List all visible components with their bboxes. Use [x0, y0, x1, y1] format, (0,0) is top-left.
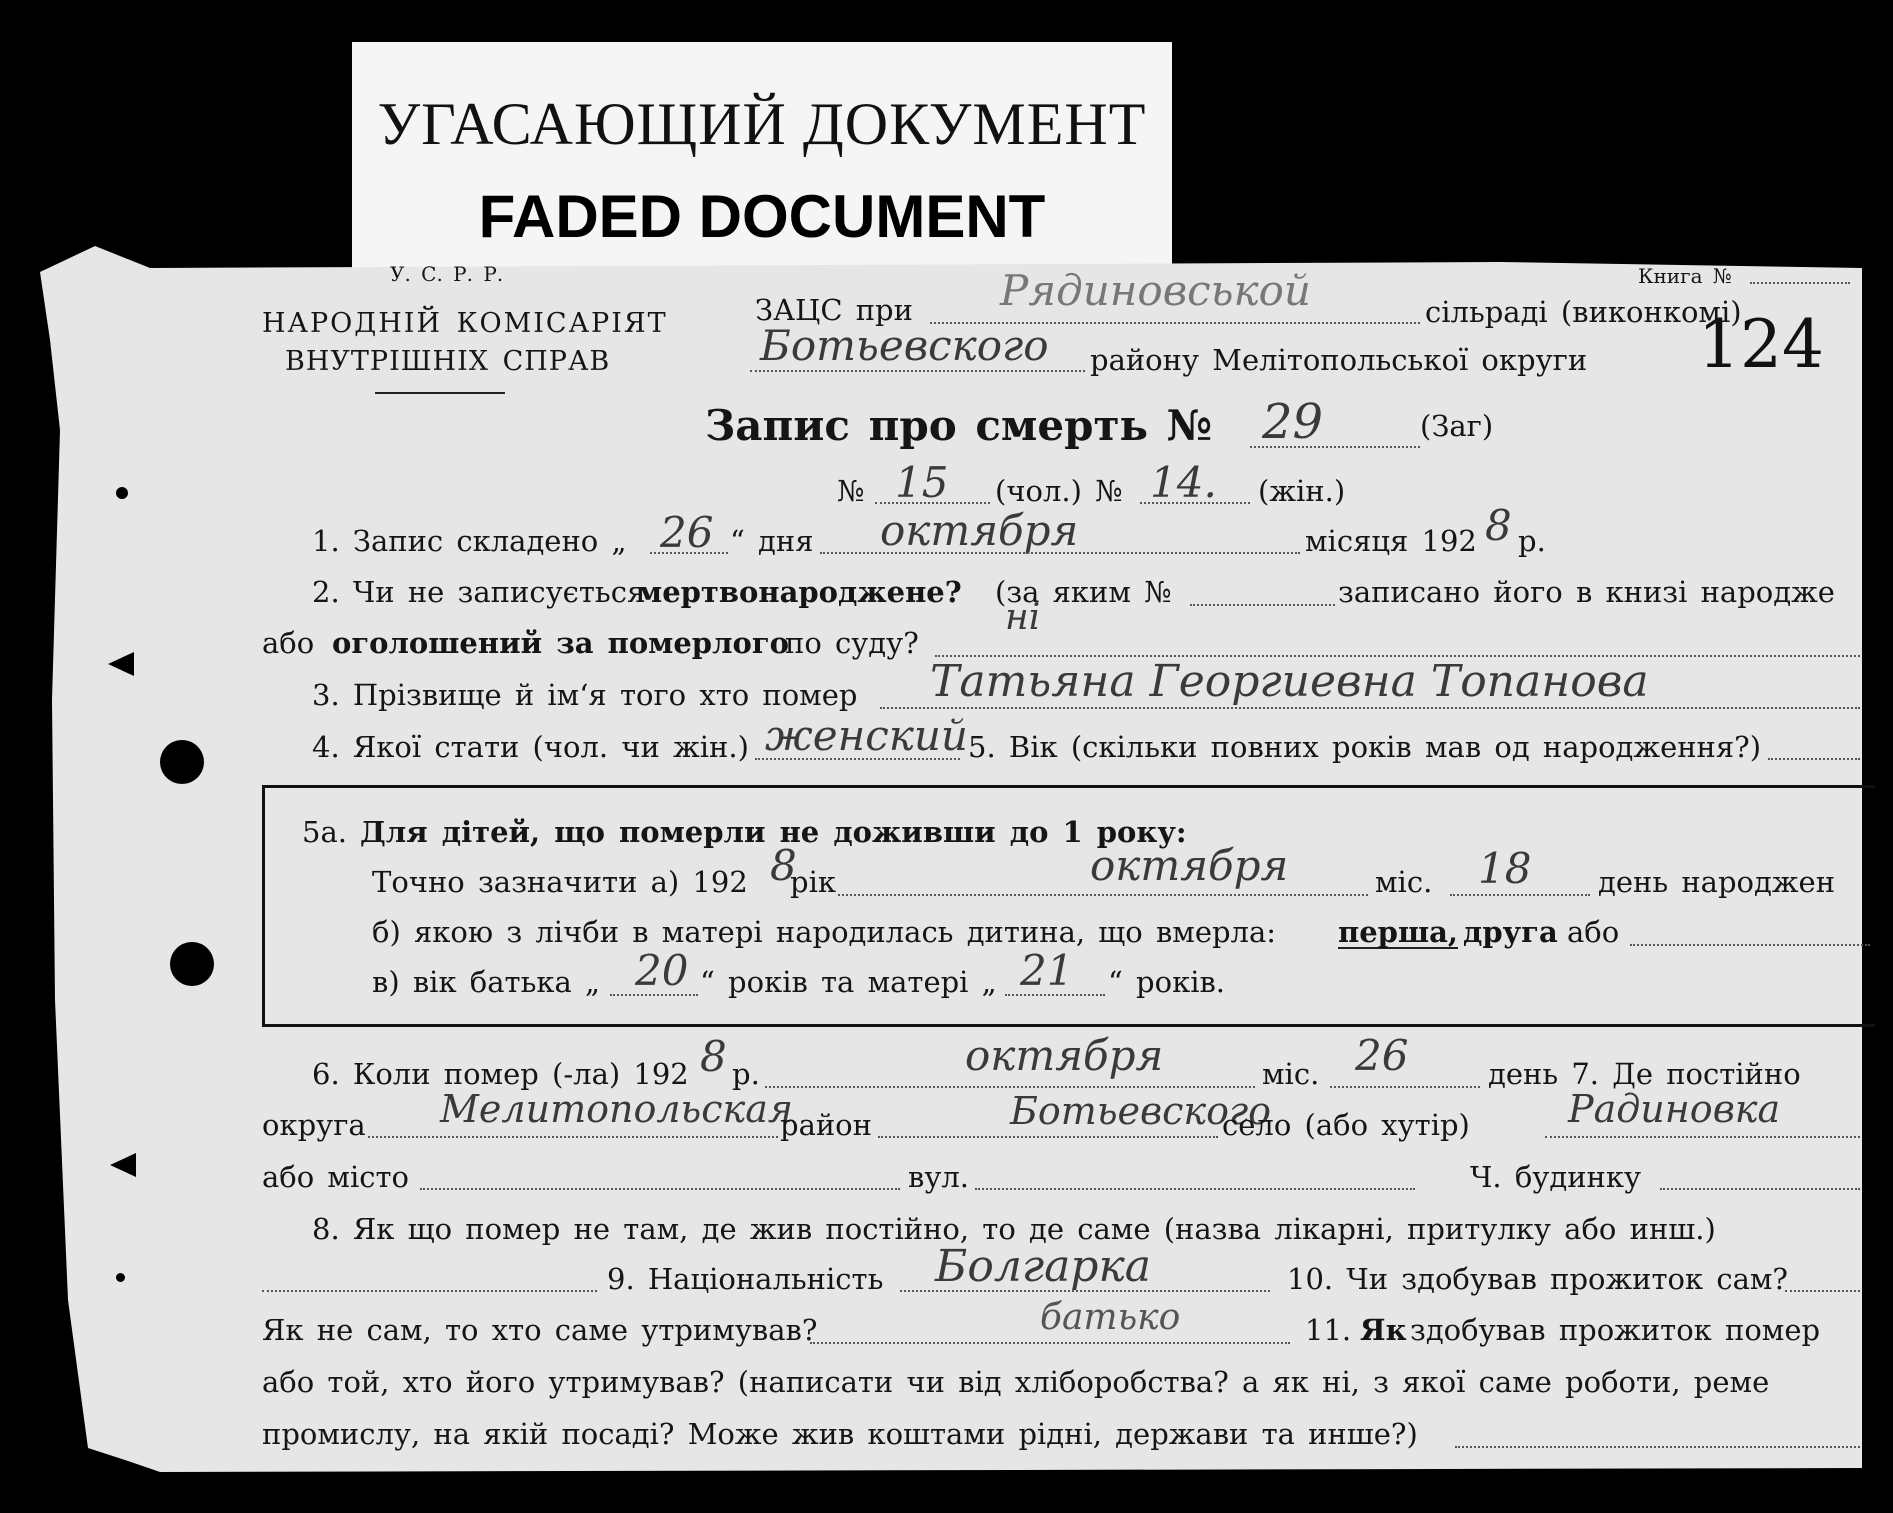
label-russian: УГАСАЮЩИЙ ДОКУМЕНТ	[377, 91, 1147, 157]
deceased-name-handwritten: Татьяна Георгиевна Топанова	[930, 656, 1649, 707]
field-5a-years: “ років.	[1108, 965, 1226, 999]
margin-mark	[108, 652, 134, 676]
field-5a-or: або	[1567, 915, 1620, 949]
mother-age-handwritten: 21	[1020, 946, 1074, 995]
street-field	[975, 1188, 1415, 1190]
field-1-year: р.	[1518, 524, 1546, 558]
field-5a-b-label: б) якою з лічби в матері народилась дитина, що вмерла:	[372, 915, 1277, 949]
ussr-abbr: У. С. Р. Р.	[390, 262, 504, 286]
record-number-handwritten: 29	[1262, 394, 1324, 450]
field-8-label: 8. Як що помер не там, де жив постійно, то де саме (назва лікарні, притулку або инш.)	[312, 1212, 1716, 1246]
record-day-field	[650, 552, 728, 554]
field-5-label: 5. Вік (скільки повних років мав од народження?)	[968, 730, 1762, 764]
birth-year-field	[838, 894, 1368, 896]
birth-day-field	[1450, 894, 1590, 896]
stillborn-answer-handwritten: ні	[1005, 597, 1041, 638]
field-5a-title: Для дітей, що померли не доживши до 1 року:	[360, 815, 1187, 849]
record-day-handwritten: 26	[660, 508, 714, 557]
birth-book-field	[1190, 604, 1335, 606]
female-count-handwritten: 14.	[1150, 458, 1217, 507]
selo-field	[1545, 1136, 1860, 1138]
age-field	[1768, 758, 1860, 760]
birth-order-field	[1630, 944, 1870, 946]
death-day-handwritten: 26	[1355, 1031, 1409, 1080]
okruga-field	[368, 1136, 778, 1138]
book-number-handwritten: 124	[1698, 306, 1824, 383]
death-year-handwritten: 8	[700, 1032, 727, 1081]
punch-dot	[116, 1273, 125, 1282]
field-2-label: 2. Чи не записується	[312, 575, 646, 609]
field-1-label: 1. Запис складено „	[312, 524, 627, 558]
punch-dot	[116, 487, 128, 499]
field-7-street: вул.	[908, 1160, 970, 1194]
commissariat-line-1: НАРОДНІЙ КОМІСАРІЯТ	[262, 308, 668, 339]
raion-handwritten: Ботьевского	[760, 321, 1049, 370]
field-2b-court: по суду?	[785, 626, 919, 660]
field-2-book: записано його в книзі народже	[1338, 575, 1835, 609]
birth-order-first: перша,	[1338, 915, 1459, 949]
page-title: Запис про смерть №	[705, 401, 1213, 450]
nationality-handwritten: Болгарка	[935, 1241, 1151, 1292]
header-rule	[375, 392, 505, 394]
field-7-selo: село (або хутір)	[1222, 1108, 1470, 1142]
field-4-label: 4. Якої стати (чол. чи жін.)	[312, 730, 749, 764]
field-11b-label: або той, хто його утримував? (написати чи від хліборобства? а як ні, з якої саме роботи, реме	[262, 1365, 1770, 1399]
field-3-label: 3. Прізвище й ім‘я того хто помер	[312, 678, 858, 712]
field-2-number: (за яким №	[995, 575, 1172, 609]
place-of-death-field	[262, 1290, 597, 1292]
field-7-city: або місто	[262, 1160, 410, 1194]
selrada-handwritten: Рядиновськой	[1000, 266, 1311, 315]
male-count-field	[875, 502, 990, 504]
punch-hole	[160, 740, 204, 784]
field-11c-label: промислу, на якій посаді? Може жив коштами рідні, держави та инше?)	[262, 1417, 1418, 1451]
field-1-day: “ дня	[730, 524, 814, 558]
book-label: Книга №	[1638, 264, 1732, 288]
supporter-field	[810, 1342, 1290, 1344]
supporter-handwritten: батько	[1040, 1297, 1181, 1338]
female-label: (жін.)	[1258, 474, 1346, 508]
self-support-field	[1785, 1290, 1860, 1292]
field-6-label: 6. Коли помер (-ла) 192	[312, 1057, 689, 1091]
raion-field	[750, 370, 1085, 372]
field-5a-day: день народжен	[1598, 865, 1836, 899]
birth-day-handwritten: 18	[1478, 844, 1532, 893]
field-5a-a-label: Точно зазначити а) 192	[372, 865, 748, 899]
mother-age-field	[1005, 994, 1105, 996]
field-6-month: міс.	[1262, 1057, 1320, 1091]
death-month-field	[765, 1086, 1255, 1088]
field-11-how: Як	[1360, 1313, 1407, 1347]
death-month-handwritten: октября	[965, 1031, 1164, 1080]
field-5a-mother: “ років та матері „	[700, 965, 997, 999]
okruga-handwritten: Мелитопольская	[440, 1087, 794, 1131]
sex-handwritten: женский	[765, 711, 968, 760]
field-6-day: день 7. Де постійно	[1488, 1057, 1801, 1091]
field-2b-declared: оголошений за померлого	[332, 626, 789, 660]
field-1-month: місяця 192	[1305, 524, 1477, 558]
field-2-stillborn: мертвонароджене?	[637, 575, 962, 609]
record-year-handwritten: 8	[1485, 501, 1512, 550]
raion-death-handwritten: Ботьевского	[1010, 1089, 1272, 1133]
sex-field	[755, 758, 960, 760]
record-month-handwritten: октября	[880, 506, 1079, 555]
field-11-label: здобував прожиток помер	[1410, 1313, 1821, 1347]
birth-month-handwritten: октября	[1090, 841, 1289, 890]
punch-hole	[170, 942, 214, 986]
title-suffix: (Заг)	[1420, 409, 1494, 443]
raion-suffix: району Мелітопольської округи	[1090, 343, 1588, 377]
subnum-prefix: №	[837, 474, 865, 508]
record-number-field	[1250, 446, 1420, 448]
field-10b-label: Як не сам, то хто саме утримував?	[262, 1313, 818, 1347]
house-field	[1660, 1188, 1860, 1190]
field-9-label: 9. Національність	[607, 1262, 884, 1296]
commissariat-line-2: ВНУТРІШНІХ СПРАВ	[285, 346, 611, 377]
field-10-label: 10. Чи здобував прожиток сам?	[1287, 1262, 1788, 1296]
field-6-year: р.	[732, 1057, 760, 1091]
field-7-raion: район	[780, 1108, 872, 1142]
city-field	[420, 1188, 900, 1190]
margin-mark	[110, 1153, 136, 1177]
record-month-field	[820, 552, 1300, 554]
male-label: (чол.) №	[995, 474, 1123, 508]
male-count-handwritten: 15	[895, 458, 949, 507]
field-5a-number: 5а.	[302, 815, 347, 849]
nationality-field	[900, 1290, 1270, 1292]
father-age-field	[610, 994, 698, 996]
field-2b-or: або	[262, 626, 315, 660]
deceased-name-field	[880, 707, 1860, 709]
book-field	[1750, 282, 1850, 284]
father-age-handwritten: 20	[635, 946, 689, 995]
field-7-house: Ч. будинку	[1470, 1160, 1642, 1194]
field-11-number: 11.	[1305, 1313, 1352, 1347]
selrada-suffix: сільраді (виконкомі)	[1425, 295, 1742, 329]
label-english: FADED DOCUMENT	[478, 183, 1046, 250]
birth-year-handwritten: 8	[770, 841, 797, 890]
faded-document-label	[352, 42, 1172, 280]
field-5a-c-label: в) вік батька „	[372, 965, 601, 999]
birth-order-second: друга	[1463, 915, 1558, 949]
field-5a-year: рік	[790, 865, 836, 899]
occupation-field	[1455, 1446, 1860, 1448]
zags-prefix: ЗАЦС при	[755, 293, 913, 327]
field-5a-month: міс.	[1375, 865, 1433, 899]
raion-death-field	[878, 1136, 1218, 1138]
field-7-okruga: округа	[262, 1108, 366, 1142]
selo-handwritten: Радиновка	[1568, 1087, 1781, 1131]
death-day-field	[1330, 1086, 1480, 1088]
female-count-field	[1140, 502, 1250, 504]
